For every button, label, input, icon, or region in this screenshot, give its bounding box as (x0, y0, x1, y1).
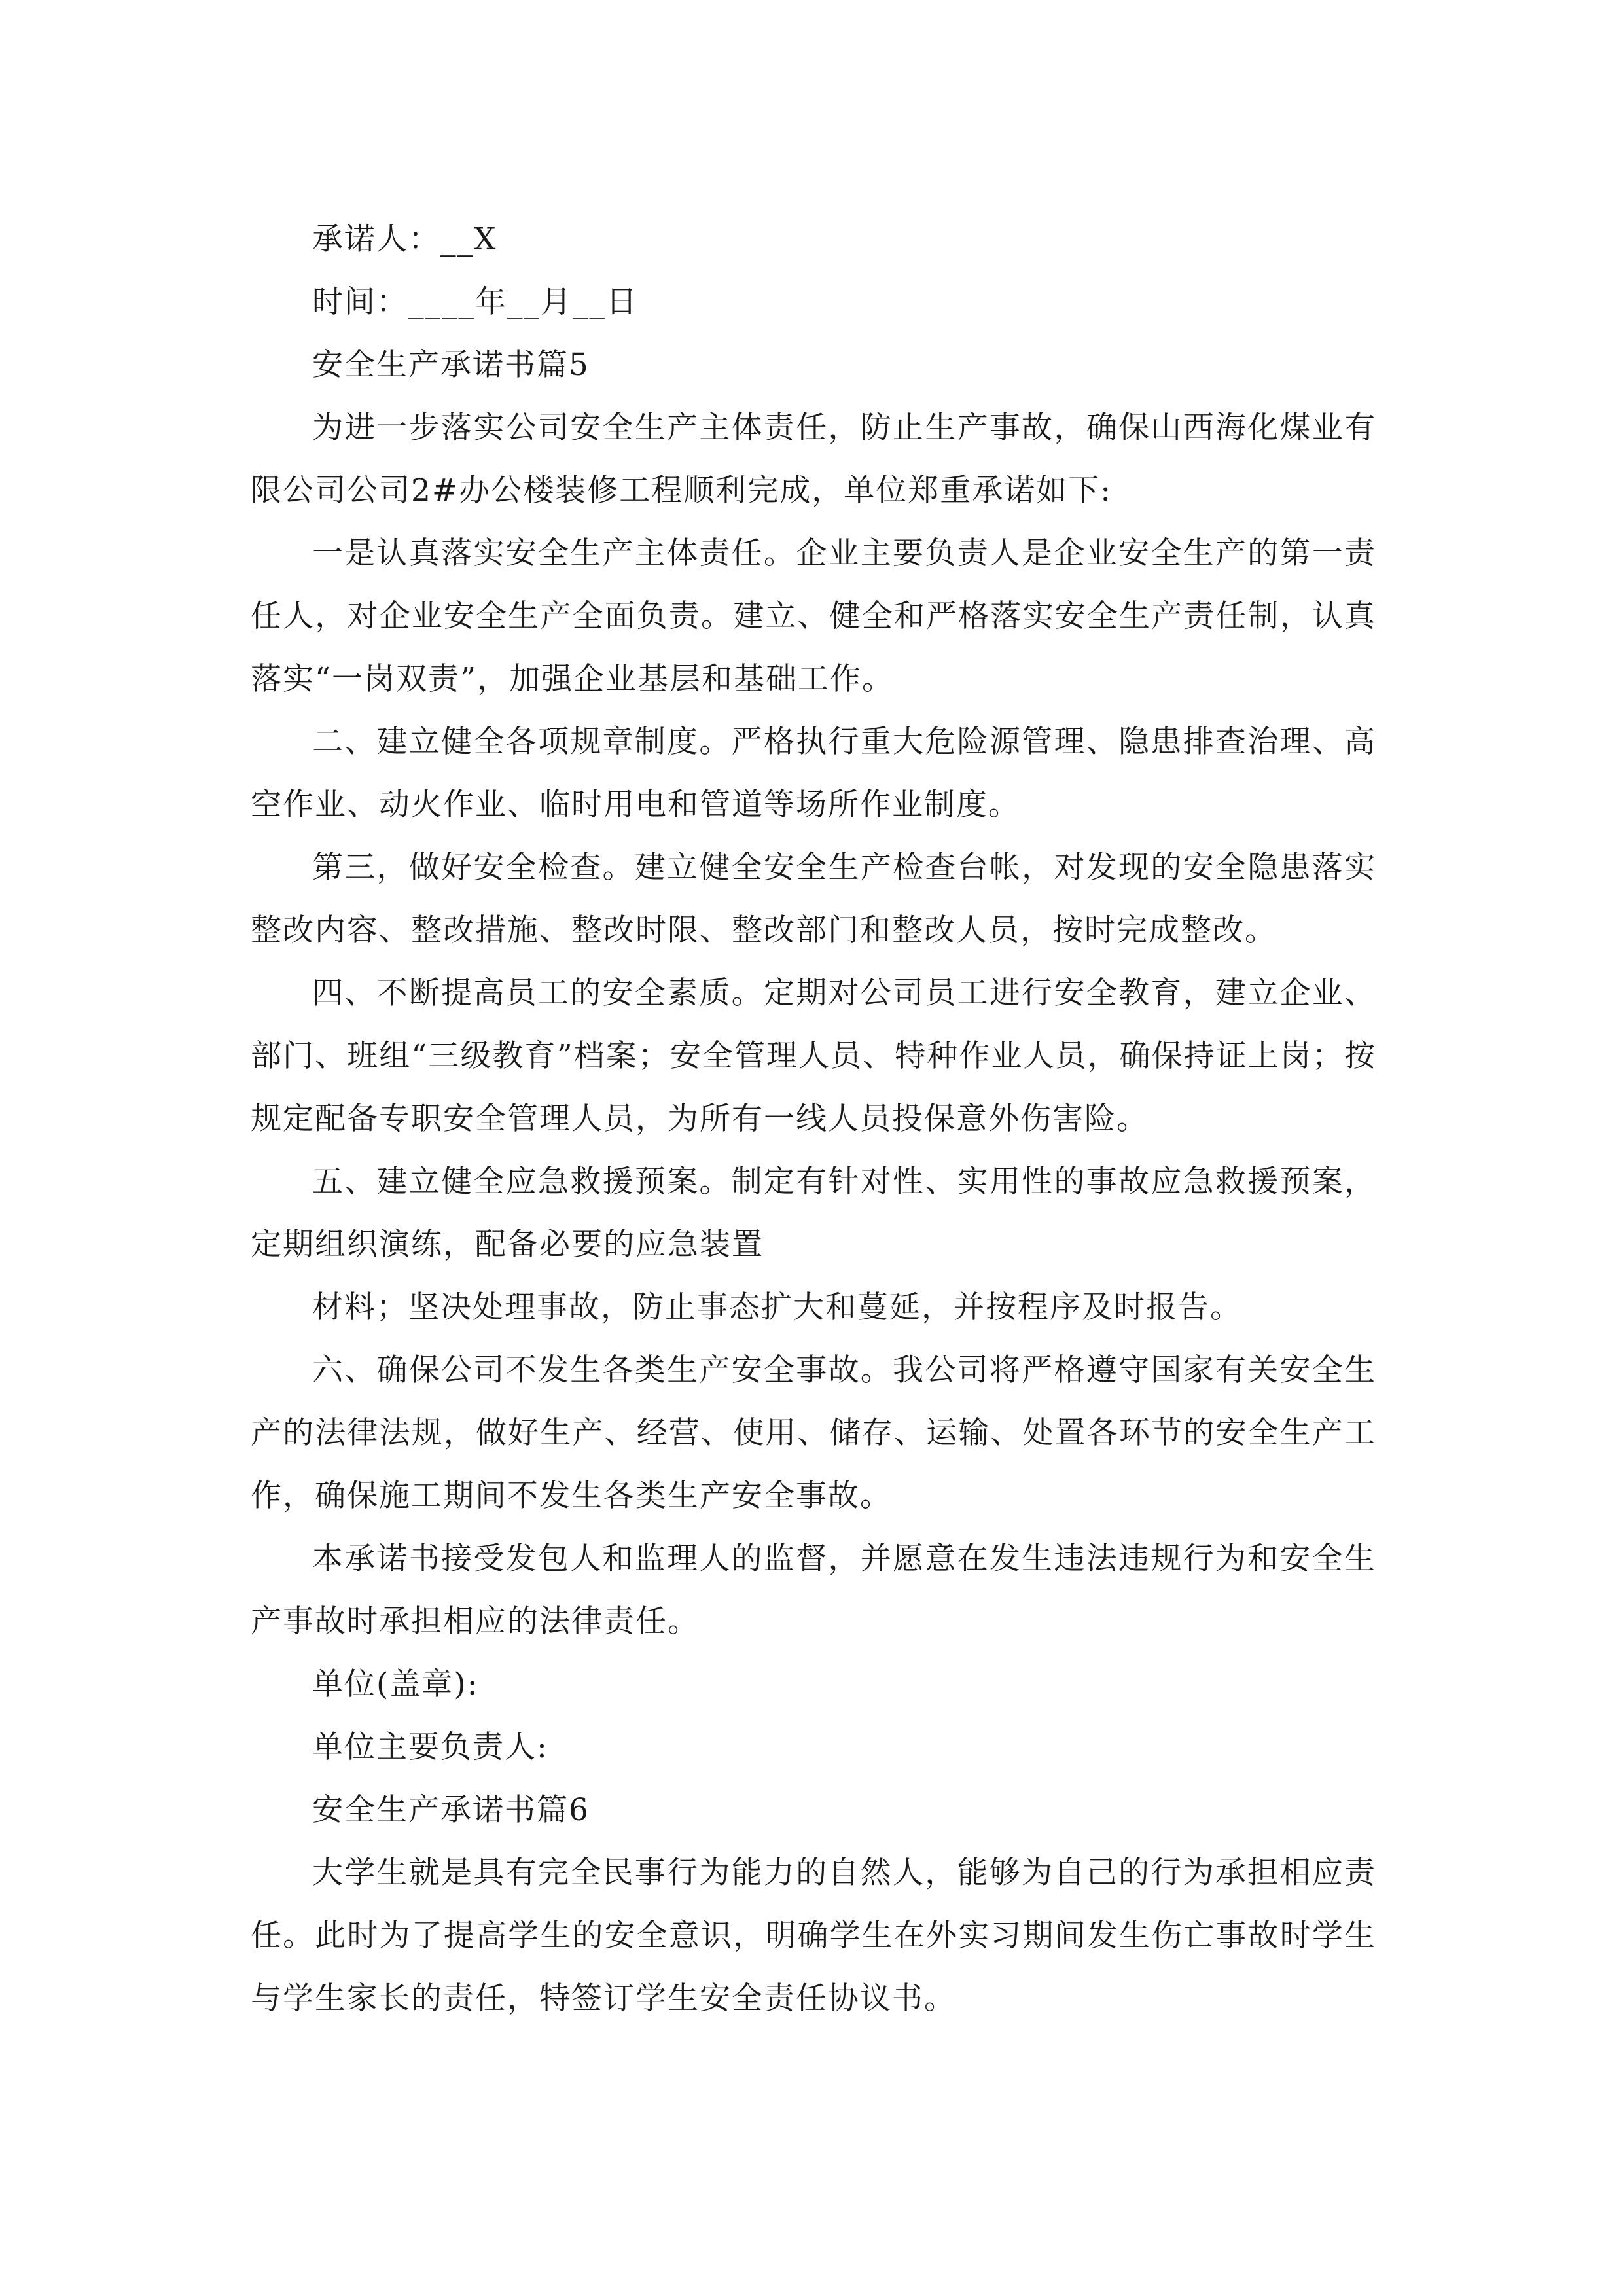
unit-seal-line: 单位(盖章): (312, 1666, 479, 1702)
section5-paragraph-5: 五、建立健全应急救援预案。制定有针对性、实用性的事故应急救援预案，定期组织演练，配备必要的应急装置 (251, 1164, 1376, 1263)
section6-title: 安全生产承诺书篇6 (312, 1792, 590, 1828)
section5-paragraph-4: 四、不断提高员工的安全素质。定期对公司员工进行安全教育，建立企业、部门、班组“三级教育”档案；安全管理人员、特种作业人员，确保持证上岗；按规定配备专职安全管理人员，为所有一线人员投保意外伤害险。 (251, 975, 1376, 1137)
date-line: 时间：____年__月__日 (312, 284, 638, 320)
section5-title: 安全生产承诺书篇5 (312, 347, 590, 383)
promiser-line: 承诺人：__X (312, 221, 497, 257)
section5-paragraph-3: 第三，做好安全检查。建立健全安全生产检查台帐，对发现的安全隐患落实整改内容、整改措施、整改时限、整改部门和整改人员，按时完成整改。 (251, 850, 1376, 948)
section5-paragraph-1: 一是认真落实安全生产主体责任。企业主要负责人是企业安全生产的第一责任人，对企业安全生产全面负责。建立、健全和严格落实安全生产责任制，认真落实“一岗双责”，加强企业基层和基础工作。 (251, 535, 1376, 697)
section6-paragraph-1: 大学生就是具有完全民事行为能力的自然人，能够为自己的行为承担相应责任。此时为了提高学生的安全意识，明确学生在外实习期间发生伤亡事故时学生与学生家长的责任，特签订学生安全责任协议书。 (251, 1855, 1376, 2017)
document-body (251, 208, 1376, 2030)
section5-paragraph-2: 二、建立健全各项规章制度。严格执行重大危险源管理、隐患排查治理、高空作业、动火作业、临时用电和管道等场所作业制度。 (251, 724, 1376, 823)
section5-paragraph-5-cont: 材料；坚决处理事故，防止事态扩大和蔓延，并按程序及时报告。 (312, 1289, 1242, 1325)
unit-head-line: 单位主要负责人: (312, 1729, 548, 1765)
section5-paragraph-6: 六、确保公司不发生各类生产安全事故。我公司将严格遵守国家有关安全生产的法律法规，做好生产、经营、使用、储存、运输、处置各环节的安全生产工作，确保施工期间不发生各类生产安全事故。 (251, 1352, 1376, 1514)
section5-paragraph-closing: 本承诺书接受发包人和监理人的监督，并愿意在发生违法违规行为和安全生产事故时承担相应的法律责任。 (251, 1541, 1376, 1640)
section5-paragraph-intro: 为进一步落实公司安全生产主体责任，防止生产事故，确保山西海化煤业有限公司公司2#办公楼装修工程顺利完成，单位郑重承诺如下: (251, 410, 1376, 509)
